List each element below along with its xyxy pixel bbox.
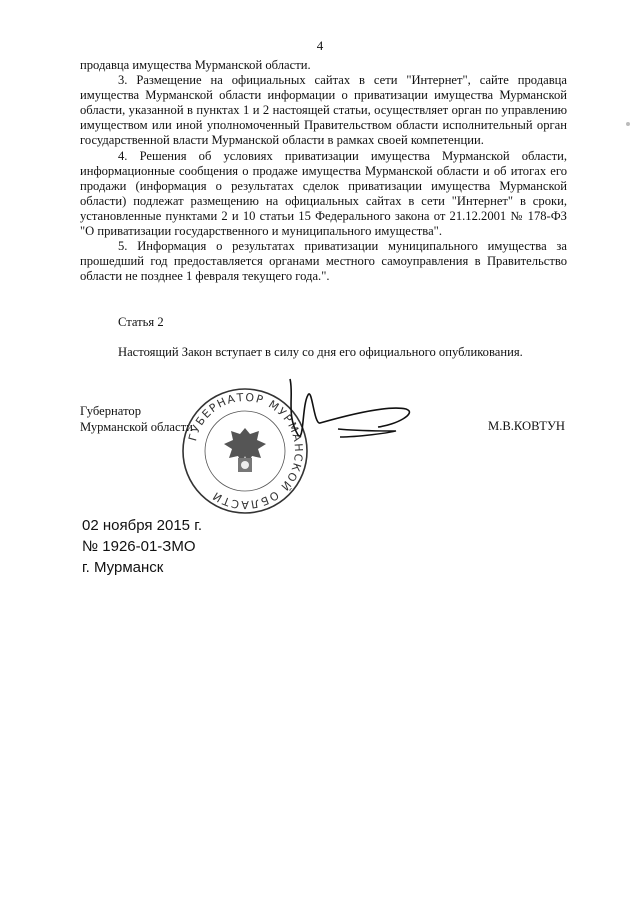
paragraph-4: 4. Решения об условиях приватизации имущества Мурманской области, информационные сообщения о продаже имущества Мурманской области и об итогах его продажи (информация о результатах сделок приватизации имущества Мурманской области) подлежат размещению на официальных сайтах в сети "Интернет" в сроки, установленные пунктами 2 и 10 статьи 15 Федерального закона от 21.12.2001 № 178-ФЗ "О приватизации государственного и муниципального имущества". xyxy=(80,148,567,239)
paragraph-continuation: продавца имущества Мурманской области. xyxy=(80,58,311,72)
paragraph-5: 5. Информация о результатах приватизации муниципального имущества за прошедший год предоставляется органами местного самоуправления в Правительство области не позднее 1 февраля текущего года.". xyxy=(80,239,567,284)
document-footer xyxy=(82,515,202,578)
signer-role-line2: Мурманской области xyxy=(80,419,193,434)
handwritten-signature xyxy=(278,375,428,465)
footer-date: 02 ноября 2015 г. xyxy=(82,517,202,534)
signer-role-line1: Губернатор xyxy=(80,404,141,418)
margin-mark xyxy=(626,122,630,126)
document-body xyxy=(80,58,567,284)
signer-role xyxy=(80,404,193,435)
signer-name: М.В.КОВТУН xyxy=(488,419,566,433)
footer-number: № 1926-01-ЗМО xyxy=(82,538,196,555)
coat-of-arms-icon xyxy=(224,428,266,472)
stamp-text: ГУБЕРНАТОР МУРМАНСКОЙ ОБЛАСТИ xyxy=(186,390,306,512)
page-number: 4 xyxy=(316,38,324,53)
article-title: Статья 2 xyxy=(118,315,164,329)
article-text: Настоящий Закон вступает в силу со дня его официального опубликования. xyxy=(118,345,523,359)
footer-city: г. Мурманск xyxy=(82,559,164,576)
paragraph-3: 3. Размещение на официальных сайтах в сети "Интернет", сайте продавца имущества Мурманской области информации о приватизации имущества Мурманской области, указанной в пунктах 1 и 2 настоящей статьи, осуществляет орган по управлению имуществом или иной уполномоченный Правительством области исполнительный орган государственной власти Мурманской области в рамках своей компетенции. xyxy=(80,73,567,148)
